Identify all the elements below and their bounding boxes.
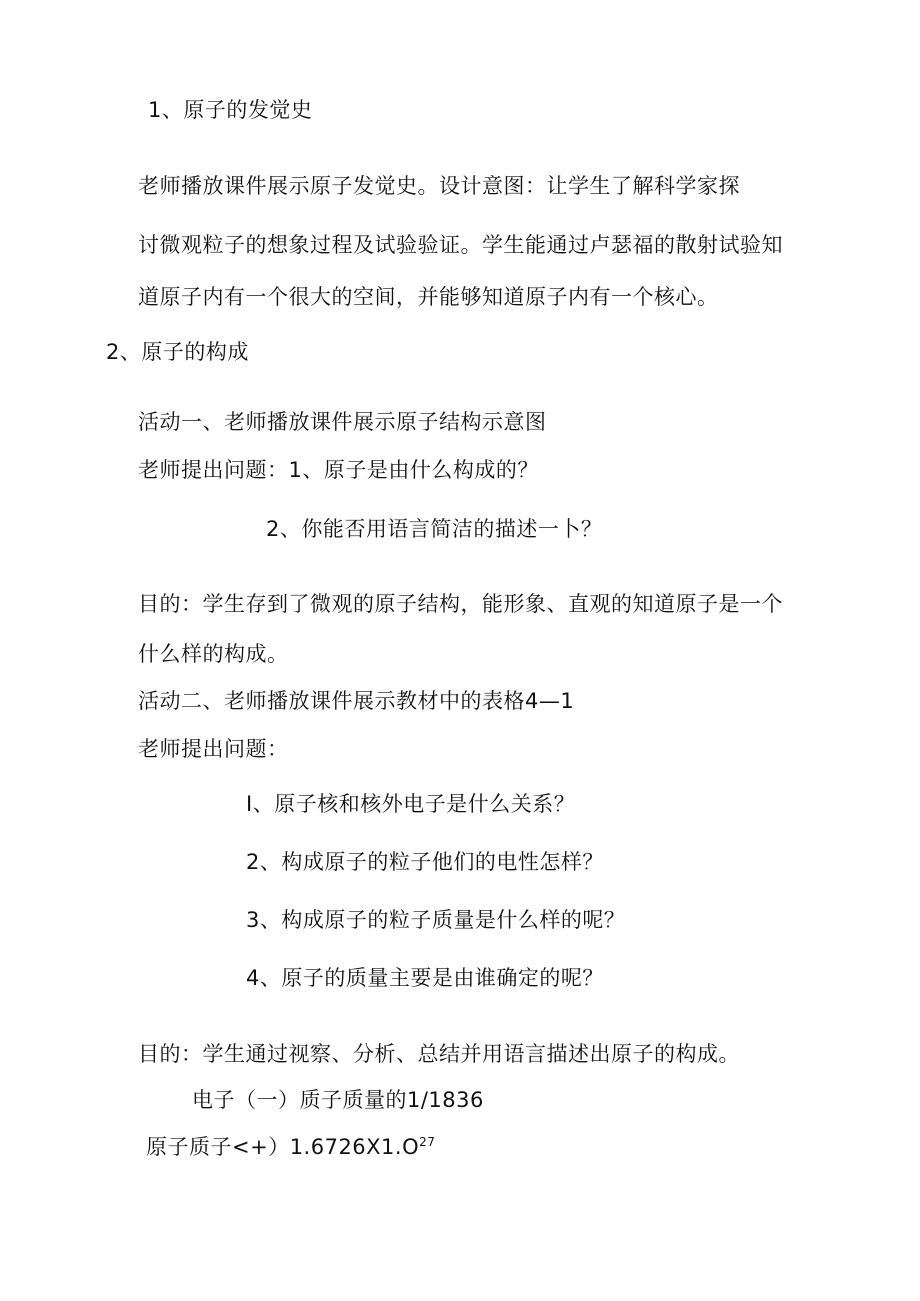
question-intro-2: 老师提出问题： [138,737,289,761]
section1-paragraph-line3: 道原子内有一个很大的空间，并能够知道原子内有一个核心。 [138,285,719,309]
question-item: I、原子核和核外电子是什么关系？ [246,792,576,816]
question-item: 4、原子的质量主要是由谁确定的呢？ [246,966,604,990]
activity1-text: 活动一、老师播放课件展示原子结构示意图 [138,410,547,434]
purpose2-text: 目的：学生通过视察、分析、总结并用语言描述出原子的构成。 [138,1042,740,1066]
section1-paragraph-line1: 老师播放课件展示原子发觉史。设计意图：让学生了解科学家探 [138,174,740,198]
question-item: 3、构成原子的粒子质量是什么样的呢？ [246,908,626,932]
purpose1-line1: 目的：学生存到了微观的原子结构，能形象、直观的知道原子是一个 [138,592,783,616]
section2-heading: 2、原子的构成 [106,340,249,364]
electron-mass-line: 电子（一）质子质量的1/1836 [192,1088,484,1112]
section1-paragraph-line2: 讨微观粒子的想象过程及试验验证。学生能通过卢瑟福的散射试验知 [138,233,783,257]
question-intro-1: 老师提出问题：1、原子是由什么构成的？ [138,458,539,482]
section1-heading: 1、原子的发觉史 [148,98,313,122]
activity2-text: 活动二、老师播放课件展示教材中的表格4—1 [138,689,575,713]
purpose1-line2: 什么样的构成。 [138,642,289,666]
question-1-2: 2、你能否用语言简洁的描述一卜？ [266,517,603,541]
proton-mass-line [146,1133,435,1161]
proton-mass-exponent: 27 [419,1135,436,1149]
question-item: 2、构成原子的粒子他们的电性怎样？ [246,850,604,874]
proton-mass-text: 原子质子<+）1.6726X1.O [146,1135,420,1159]
